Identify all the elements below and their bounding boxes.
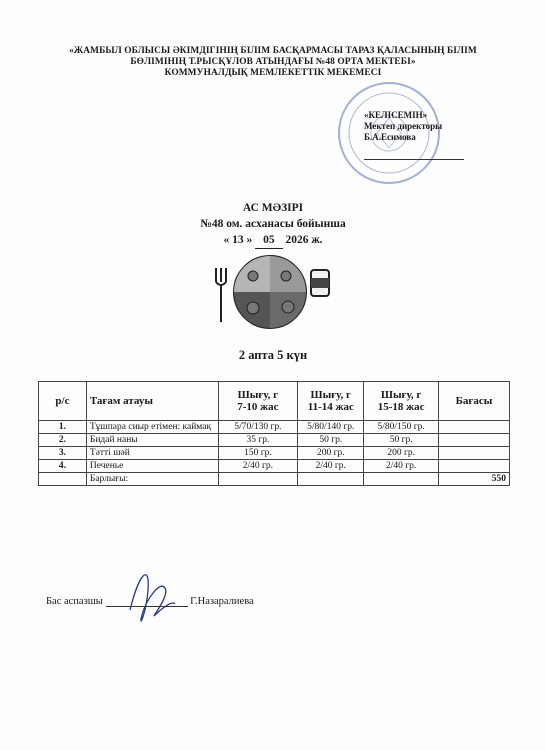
col-header-num: р/с — [39, 382, 87, 421]
row-yield-7-10: 2/40 гр. — [218, 460, 298, 473]
table-total-row — [39, 473, 510, 486]
row-yield-15-18: 50 гр. — [364, 434, 439, 447]
col-header-yield-11-14-line1: Шығу, г — [310, 389, 352, 401]
menu-title: АС МӘЗІРІ — [242, 202, 304, 214]
header-line-2: БӨЛІМІНІҢ Т.РЫСҚҰЛОВ АТЫНДАҒЫ №48 ОРТА МЕКТЕБІ» — [130, 57, 416, 67]
footer-name: Г.Назаралиева — [190, 596, 254, 607]
row-yield-15-18: 5/80/150 гр. — [364, 421, 439, 434]
row-price — [439, 421, 510, 434]
col-header-yield-7-10-line2: 7-10 жас — [237, 401, 279, 413]
approval-role: Мектеп директоры — [364, 121, 443, 131]
date-year: 2026 ж. — [285, 234, 323, 246]
row-yield-7-10: 150 гр. — [218, 447, 298, 460]
approval-title: «КЕЛІСЕМІН» — [364, 110, 428, 120]
menu-subtitle: №48 ом. асханасы бойынша — [200, 218, 346, 230]
row-num: 3. — [39, 447, 87, 460]
row-price — [439, 434, 510, 447]
row-price — [439, 447, 510, 460]
organization-header — [40, 46, 506, 79]
row-yield-11-14: 5/80/140 гр. — [298, 421, 364, 434]
week-day-label: 2 апта 5 күн — [238, 348, 308, 362]
col-header-yield-15-18-line1: Шығу, г — [380, 389, 422, 401]
menu-title-block — [150, 200, 396, 249]
col-header-yield-15-18 — [364, 382, 439, 421]
col-header-yield-11-14 — [298, 382, 364, 421]
header-line-1: «ЖАМБЫЛ ОБЛЫСЫ ӘКІМДІГІНІҢ БІЛІМ БАСҚАРМАСЫ ТАРАЗ ҚАЛАСЫНЫҢ БІЛІМ — [69, 46, 477, 56]
row-dish-name: Тұшпара сиыр етімен: каймақ — [86, 421, 218, 434]
total-empty-cell — [218, 473, 298, 486]
approval-name: Б.А.Есимова — [364, 132, 416, 142]
row-num: 2. — [39, 434, 87, 447]
header-line-3: КОММУНАЛДЫҚ МЕМЛЕКЕТТІК МЕКЕМЕСІ — [164, 68, 382, 78]
table-row — [39, 460, 510, 473]
row-yield-7-10: 35 гр. — [218, 434, 298, 447]
col-header-yield-15-18-line2: 15-18 жас — [377, 401, 425, 413]
footer-signature-line — [106, 594, 188, 607]
menu-table — [38, 381, 510, 486]
row-num: 4. — [39, 460, 87, 473]
table-header-row — [39, 382, 510, 421]
row-num: 1. — [39, 421, 87, 434]
row-yield-15-18: 200 гр. — [364, 447, 439, 460]
food-plate-illustration — [208, 252, 336, 332]
col-header-yield-7-10 — [218, 382, 298, 421]
col-header-yield-7-10-line1: Шығу, г — [237, 389, 279, 401]
row-dish-name: Печенье — [86, 460, 218, 473]
total-empty-cell — [298, 473, 364, 486]
menu-date — [150, 232, 396, 249]
col-header-price: Бағасы — [439, 382, 510, 421]
approval-signature-line — [364, 145, 464, 160]
table-row — [39, 434, 510, 447]
total-empty-cell — [364, 473, 439, 486]
row-yield-11-14: 50 гр. — [298, 434, 364, 447]
footer-signoff — [46, 594, 254, 607]
date-day: « 13 » — [223, 234, 253, 246]
footer-role: Бас аспазшы — [46, 596, 103, 607]
total-label: Барлығы: — [86, 473, 218, 486]
col-header-name: Тағам атауы — [86, 382, 218, 421]
approval-block — [364, 110, 464, 160]
date-month: 05 — [255, 232, 283, 249]
row-yield-11-14: 2/40 гр. — [298, 460, 364, 473]
table-row — [39, 421, 510, 434]
row-yield-7-10: 5/70/130 гр. — [218, 421, 298, 434]
row-yield-11-14: 200 гр. — [298, 447, 364, 460]
row-dish-name: Бидай наны — [86, 434, 218, 447]
row-yield-15-18: 2/40 гр. — [364, 460, 439, 473]
col-header-yield-11-14-line2: 11-14 жас — [307, 401, 354, 413]
row-price — [439, 460, 510, 473]
total-empty-cell — [39, 473, 87, 486]
table-row — [39, 447, 510, 460]
total-price: 550 — [439, 473, 510, 486]
row-dish-name: Тәтті шәй — [86, 447, 218, 460]
